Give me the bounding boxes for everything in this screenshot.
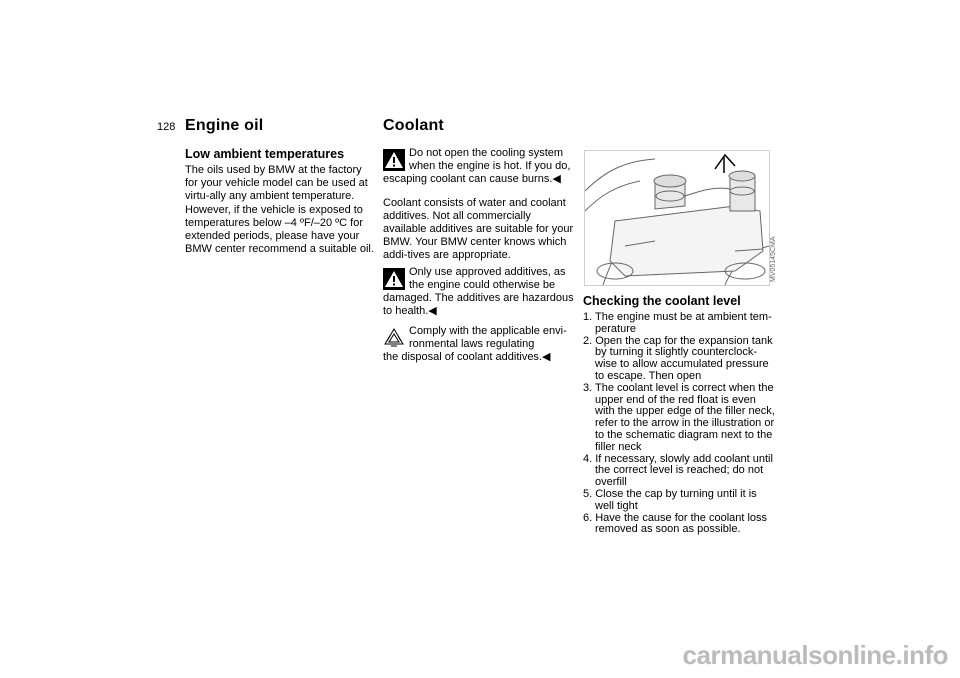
step-item: 5. Close the cap by turning until it is well tight	[583, 487, 757, 512]
warning-note-additives	[383, 266, 575, 318]
step-item: 4. If necessary, slowly add coolant until the correct level is reached; do not overfill	[583, 452, 773, 489]
warning-2-text-start: Only use approved additives, as the engine could otherwise be	[409, 266, 566, 291]
coolant-check-steps	[583, 312, 775, 536]
warning-2-text-end: damaged. The additives are hazardous to health.◀	[383, 292, 574, 317]
environment-text-start: Comply with the applicable envi-ronmental laws regulating	[409, 325, 567, 350]
environment-note	[383, 325, 575, 364]
warning-1-text-end: escaping coolant can cause burns.◀	[383, 173, 561, 185]
environment-text-end: the disposal of coolant additives.◀	[383, 351, 551, 363]
illustration-code: MV05145CMA	[770, 236, 777, 282]
warning-triangle-icon	[383, 268, 405, 290]
subtitle-checking-coolant-level: Checking the coolant level	[583, 294, 741, 308]
warning-1-text-start: Do not open the cooling system when the engine is hot. If you do,	[409, 147, 571, 172]
coolant-tank-illustration	[584, 150, 770, 286]
step-item: 2. Open the cap for the expansion tank by turning it slightly counterclock-wise to allow accumulated pressure to escape. Then open	[583, 334, 773, 382]
watermark: carmanualsonline.info	[682, 640, 948, 670]
subtitle-low-ambient-temperatures: Low ambient temperatures	[185, 147, 345, 161]
recycle-icon	[383, 327, 405, 349]
section-title-engine-oil: Engine oil	[185, 117, 264, 134]
warning-note-hot-engine	[383, 147, 575, 186]
warning-triangle-icon	[383, 149, 405, 171]
step-item: 1. The engine must be at ambient tem-perature	[583, 311, 772, 335]
coolant-paragraph-1: Coolant consists of water and coolant additives. Not all commercially available additives are suitable for your BMW. Your BMW center knows which addi-tives are appropriate.	[383, 197, 574, 261]
expansion-tank-drawing	[585, 151, 769, 285]
step-item: 3. The coolant level is correct when the upper end of the red float is even with the upper edge of the filler neck, refer to the arrow in the illustration or to the schematic diagram next to the filler neck	[583, 381, 775, 453]
engine-oil-paragraph-2: However, if the vehicle is exposed to temperatures below –4 ºF/–20 ºC for extended periods, please have your BMW center recommend a suitable oil.	[185, 204, 374, 255]
section-title-coolant: Coolant	[383, 117, 444, 134]
page-number: 128	[157, 121, 176, 133]
step-item: 6. Have the cause for the coolant loss removed as soon as possible.	[583, 511, 768, 536]
engine-oil-paragraph-1: The oils used by BMW at the factory for your vehicle model can be used at virtu-ally any ambient temperature.	[185, 164, 368, 202]
